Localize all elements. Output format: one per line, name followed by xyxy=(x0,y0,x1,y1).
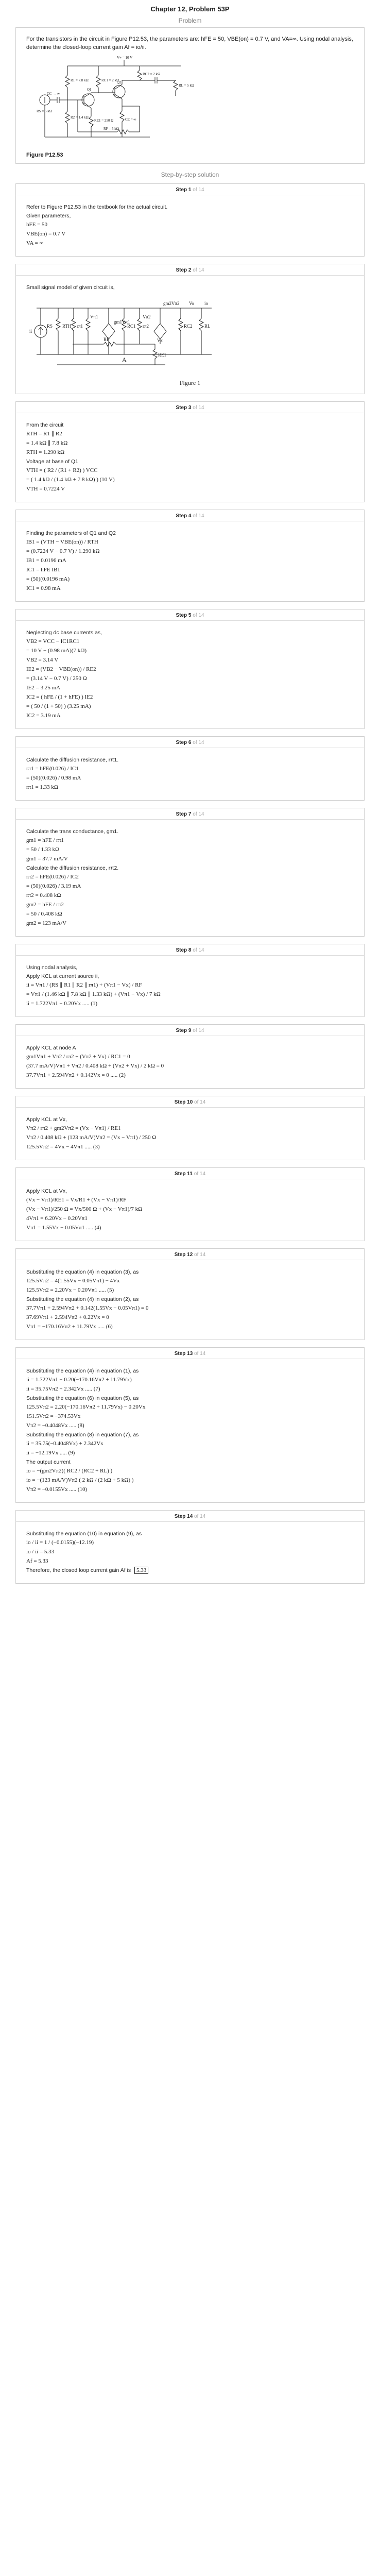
rpi1-label: rπ1 xyxy=(77,324,83,329)
step-header xyxy=(16,1511,364,1522)
rs-label: RS = 5 kΩ xyxy=(37,109,52,113)
step-header xyxy=(16,1096,364,1108)
step-count: of 14 xyxy=(193,267,204,273)
step-text-line xyxy=(26,1044,354,1052)
line-content: The output current xyxy=(26,1459,71,1465)
equation-line xyxy=(26,1143,354,1151)
line-content: = Vπ1 / (1.46 kΩ ∥ 7.8 kΩ ∥ 1.33 kΩ) + (Vπ1 − Vx) / 7 kΩ xyxy=(26,991,161,997)
equation-line xyxy=(26,476,354,484)
rl-label: RL xyxy=(204,324,211,329)
rs-label: RS xyxy=(47,324,53,329)
line-content: rπ2 = hFE(0.026) / IC2 xyxy=(26,874,79,880)
equation-line xyxy=(26,1286,354,1294)
step-count: of 14 xyxy=(194,1252,206,1258)
step-count: of 14 xyxy=(193,1028,204,1033)
line-content: IC2 = ( hFE / (1 + hFE) ) IE2 xyxy=(26,694,93,700)
step-title: Step 11 xyxy=(174,1171,193,1177)
line-content: Vπ1 = −170.16Vπ2 + 11.79Vx ..... (6) xyxy=(26,1324,113,1330)
equation-line xyxy=(26,1467,354,1475)
step-header xyxy=(16,944,364,956)
step-header xyxy=(16,737,364,748)
equation-line xyxy=(26,1224,354,1232)
line-content: rπ2 = 0.408 kΩ xyxy=(26,892,61,899)
step-body xyxy=(16,195,364,256)
line-content: Using nodal analysis, xyxy=(26,964,78,971)
step-count: of 14 xyxy=(193,405,204,411)
line-content: VB2 = VCC − IC1RC1 xyxy=(26,638,80,645)
line-content: VB2 = 3.14 V xyxy=(26,657,59,663)
equation-line xyxy=(26,538,354,546)
line-content: Finding the parameters of Q1 and Q2 xyxy=(26,530,116,536)
equation-line xyxy=(26,712,354,720)
equation-line xyxy=(26,575,354,583)
line-content: = (3.14 V − 0.7 V) / 250 Ω xyxy=(26,675,87,682)
line-content: Substituting the equation (6) in equation (5), as xyxy=(26,1395,139,1401)
figure-caption: Figure 1 xyxy=(179,379,201,386)
line-content: gm1Vπ1 + Vπ2 / rπ2 + (Vπ2 + Vx) / RC1 = 0 xyxy=(26,1054,130,1060)
equation-line xyxy=(26,883,354,890)
equation-line xyxy=(26,449,354,456)
line-content: Vπ2 / rπ2 + gm2Vπ2 = (Vx − Vπ1) / RE1 xyxy=(26,1125,121,1131)
step-body xyxy=(16,1359,364,1502)
line-content: IE2 = 3.25 mA xyxy=(26,685,61,691)
line-content: ii = 35.75Vπ2 + 2.342Vx ..... (7) xyxy=(26,1386,100,1392)
line-content: = ( 50 / (1 + 50) ) (3.25 mA) xyxy=(26,703,91,709)
step-text-line xyxy=(26,1268,354,1276)
step-text-line xyxy=(26,1530,354,1537)
equation-line xyxy=(26,1215,354,1223)
step-text-line xyxy=(26,458,354,465)
step-title: Step 8 xyxy=(176,947,192,953)
step-title: Step 5 xyxy=(176,613,192,618)
equation-line xyxy=(26,837,354,844)
rth-label: RTH xyxy=(62,324,72,329)
equation-line xyxy=(26,585,354,592)
equation-line xyxy=(26,1277,354,1285)
line-content: Voltage at base of Q1 xyxy=(26,459,78,465)
equation-line xyxy=(26,1486,354,1494)
step-text-line xyxy=(26,212,354,219)
step-header xyxy=(16,1025,364,1036)
step-title: Step 6 xyxy=(176,740,192,745)
equation-line xyxy=(26,485,354,493)
line-content: Substituting the equation (10) in equation (9), as xyxy=(26,1531,142,1537)
step-title: Step 4 xyxy=(176,513,192,519)
line-content: Given parameters, xyxy=(26,213,71,219)
rc1-label: RC1 xyxy=(127,324,136,329)
line-content: = ( 1.4 kΩ / (1.4 kΩ + 7.8 kΩ) ) (10 V) xyxy=(26,477,115,483)
equation-line xyxy=(26,638,354,646)
line-content: 37.7Vπ1 + 2.594Vπ2 + 0.142Vx = 0 ..... (2) xyxy=(26,1072,126,1078)
line-content: VTH = 0.7224 V xyxy=(26,486,65,492)
line-content: = (50)(0.0196 mA) xyxy=(26,576,70,582)
step-header xyxy=(16,402,364,413)
equation-line xyxy=(26,1196,354,1204)
vo-label: Vo xyxy=(189,301,194,306)
step-body xyxy=(16,276,364,394)
step-text-line xyxy=(26,828,354,835)
step-text-line xyxy=(26,1459,354,1466)
line-content: rπ1 = 1.33 kΩ xyxy=(26,784,59,790)
line-content: IE2 = (VB2 − VBE(on)) / RE2 xyxy=(26,666,96,672)
step-text-line xyxy=(26,629,354,636)
figure-label: Figure P12.53 xyxy=(26,152,63,158)
problem-figure xyxy=(26,55,354,149)
line-content: IB1 = (VTH − VBE(on)) / RTH xyxy=(26,539,98,545)
equation-line xyxy=(26,684,354,692)
line-content: Vπ2 / 0.408 kΩ + (123 mA/V)Vπ2 = (Vx − Vπ1) / 250 Ω xyxy=(26,1134,157,1141)
equation-line xyxy=(26,647,354,655)
r1-label: R1 = 7.8 kΩ xyxy=(71,78,89,82)
line-content: RTH = 1.290 kΩ xyxy=(26,449,65,455)
rc2-label: RC2 xyxy=(184,324,193,329)
vcc-label: V+ = 10 V xyxy=(117,56,133,60)
step-card xyxy=(15,401,365,502)
step-body xyxy=(16,1108,364,1160)
step-header xyxy=(16,1348,364,1359)
step-count: of 14 xyxy=(193,513,204,519)
step-text-line xyxy=(26,530,354,537)
step-count: of 14 xyxy=(193,740,204,745)
line-content: gm2 = 123 mA/V xyxy=(26,920,67,926)
line-content: = (50)(0.026) / 0.98 mA xyxy=(26,775,81,781)
equation-line xyxy=(26,1422,354,1430)
step-text-line xyxy=(26,1367,354,1375)
line-content: io = −(123 mA/V)Vπ2 ( 2 kΩ / (2 kΩ + 5 kΩ) ) xyxy=(26,1477,134,1483)
equation-line xyxy=(26,1440,354,1448)
equation-line xyxy=(26,991,354,998)
equation-line xyxy=(26,1557,354,1565)
step-title: Step 12 xyxy=(174,1252,193,1258)
step-header xyxy=(16,1168,364,1179)
rl-label: RL = 5 kΩ xyxy=(179,83,195,88)
step-title: Step 3 xyxy=(176,405,192,411)
rpi2-label: rπ2 xyxy=(143,324,149,329)
line-content: IC2 = 3.19 mA xyxy=(26,713,61,719)
line-content: Vπ1 = 1.55Vx − 0.05Vπ1 ..... (4) xyxy=(26,1225,101,1231)
step-card xyxy=(15,944,365,1017)
step-body xyxy=(16,748,364,800)
line-content: VTH = ( R2 / (R1 + R2) ) VCC xyxy=(26,467,98,473)
equation-line xyxy=(26,846,354,854)
line-content: From the circuit xyxy=(26,422,64,428)
equation-line xyxy=(26,1314,354,1321)
re1-label: RE1 xyxy=(158,352,167,358)
equation-line xyxy=(26,548,354,555)
equation-line xyxy=(26,1477,354,1484)
step-text-line xyxy=(26,1395,354,1402)
equation-line xyxy=(26,557,354,565)
step-body xyxy=(16,413,364,502)
step-card xyxy=(15,736,365,801)
step-title: Step 1 xyxy=(176,187,192,193)
equation-line xyxy=(26,439,354,447)
step-body xyxy=(16,820,364,936)
line-content: gm1 = 37.7 mA/V xyxy=(26,856,68,862)
step-text-line xyxy=(26,756,354,764)
equation-line xyxy=(26,1134,354,1142)
vx-label: Vx xyxy=(157,338,163,343)
step-card xyxy=(15,1510,365,1584)
equation-line xyxy=(26,1449,354,1457)
step-title: Step 10 xyxy=(174,1099,193,1105)
line-content: VBE(on) = 0.7 V xyxy=(26,231,66,237)
line-content: = 50 / 1.33 kΩ xyxy=(26,846,60,853)
rf-label: RF xyxy=(103,337,110,342)
line-content: Apply KCL at Vx, xyxy=(26,1188,67,1194)
equation-line xyxy=(26,1000,354,1008)
line-content: Vπ2 = −0.0155Vx ..... (10) xyxy=(26,1486,88,1493)
line-content: = 10 V − (0.98 mA)(7 kΩ) xyxy=(26,648,87,654)
equation-line xyxy=(26,765,354,773)
line-content: Apply KCL at current source ii, xyxy=(26,973,99,979)
solution-heading: Step-by-step solution xyxy=(161,171,219,178)
final-answer-box: 5.33 xyxy=(134,1567,148,1574)
line-content: 125.5Vπ2 = 2.20Vx − 0.20Vπ1 ..... (5) xyxy=(26,1287,114,1293)
step-count: of 14 xyxy=(193,187,204,193)
equation-line xyxy=(26,1053,354,1061)
step-count: of 14 xyxy=(193,947,204,953)
q2-label: Q2 xyxy=(117,80,122,84)
step-header xyxy=(16,808,364,820)
equation-line xyxy=(26,430,354,438)
re1-label: RE1 = 250 Ω xyxy=(94,118,114,123)
equation-line xyxy=(26,910,354,918)
line-content: Af = 5.33 xyxy=(26,1558,48,1564)
line-content: VA = ∞ xyxy=(26,240,44,246)
step-card xyxy=(15,1167,365,1241)
step-title: Step 2 xyxy=(176,267,192,273)
line-content: Vπ2 = −0.4048Vx ..... (8) xyxy=(26,1422,84,1429)
step-body xyxy=(16,521,364,601)
rf-label: RF = 5 kΩ xyxy=(103,127,119,131)
step-text-line xyxy=(26,421,354,429)
step-count: of 14 xyxy=(194,1351,206,1357)
equation-line xyxy=(26,703,354,710)
line-content: Apply KCL at Vx, xyxy=(26,1116,67,1123)
step-count: of 14 xyxy=(193,613,204,618)
line-content: Apply KCL at node A xyxy=(26,1045,76,1051)
gm1-label: gm1Vπ1 xyxy=(114,319,130,325)
cc-label: CC → ∞ xyxy=(47,92,60,96)
step-title: Step 7 xyxy=(176,811,192,817)
line-content: Calculate the trans conductance, gm1. xyxy=(26,828,119,835)
equation-line xyxy=(26,1304,354,1312)
equation-line xyxy=(26,1062,354,1070)
line-content: 37.7Vπ1 + 2.594Vπ2 + 0.142(1.55Vx − 0.05Vπ1) = 0 xyxy=(26,1305,149,1311)
step-card xyxy=(15,183,365,257)
equation-line xyxy=(26,1413,354,1420)
equation-line xyxy=(26,1539,354,1547)
line-content: Small signal model of given circuit is, xyxy=(26,284,115,291)
line-content: Refer to Figure P12.53 in the textbook for the actual circuit. xyxy=(26,204,168,210)
line-content: 125.5Vπ2 = 4Vx − 4Vπ1 ..... (3) xyxy=(26,1144,100,1150)
line-content: gm2 = hFE / rπ2 xyxy=(26,902,64,908)
equation-line xyxy=(134,1567,354,1574)
line-content: io / ii = 5.33 xyxy=(26,1549,55,1555)
line-content: Substituting the equation (8) in equation (7), as xyxy=(26,1432,139,1438)
equation-line xyxy=(26,920,354,927)
equation-line xyxy=(26,221,354,229)
equation-line xyxy=(26,666,354,673)
step-text-line xyxy=(26,1296,354,1303)
step-body xyxy=(16,1036,364,1088)
step-text-line xyxy=(26,964,354,971)
step-card xyxy=(15,1096,365,1160)
step-count: of 14 xyxy=(194,1171,206,1177)
line-content: IB1 = 0.0196 mA xyxy=(26,557,66,564)
line-content: Therefore, the closed loop current gain Af is xyxy=(26,1567,131,1573)
step-count: of 14 xyxy=(193,811,204,817)
line-content: gm1 = hFE / rπ1 xyxy=(26,837,64,843)
line-content: = 1.4 kΩ ∥ 7.8 kΩ xyxy=(26,440,68,446)
line-content: Substituting the equation (4) in equation (1), as xyxy=(26,1368,139,1374)
rc1-label: RC1 = 2 kΩ xyxy=(101,78,119,82)
line-content: RTH = R1 ∥ R2 xyxy=(26,431,62,437)
line-content: ii = −12.19Vx ..... (9) xyxy=(26,1450,75,1456)
step-body xyxy=(16,1522,364,1583)
equation-line xyxy=(26,981,354,989)
line-content: IC1 = 0.98 mA xyxy=(26,585,61,591)
step-title: Step 13 xyxy=(174,1351,193,1357)
step-text-line xyxy=(26,865,354,872)
equation-line xyxy=(26,240,354,247)
step-text-line xyxy=(26,1431,354,1438)
step-text-line xyxy=(26,1188,354,1195)
line-content: = 50 / 0.408 kΩ xyxy=(26,911,62,917)
q1-label: Q1 xyxy=(87,88,92,92)
step-body xyxy=(16,1179,364,1241)
line-content: ii = Vπ1 / (RS ∥ R1 ∥ R2 ∥ rπ1) + (Vπ1 − Vx) / RF xyxy=(26,982,142,988)
step-header xyxy=(16,1249,364,1260)
steps-list xyxy=(15,183,365,1584)
line-content: 125.5Vπ2 = 4(1.55Vx − 0.05Vπ1) − 4Vx xyxy=(26,1278,120,1284)
line-content: 37.69Vπ1 + 2.594Vπ2 + 0.22Vx = 0 xyxy=(26,1314,109,1320)
equation-line xyxy=(26,1403,354,1411)
step-title: Step 14 xyxy=(174,1514,193,1519)
step-card xyxy=(15,510,365,602)
line-content: rπ1 = hFE(0.026) / IC1 xyxy=(26,766,79,772)
equation-line xyxy=(26,1125,354,1132)
equation-line xyxy=(26,774,354,782)
step-count: of 14 xyxy=(194,1514,206,1519)
line-content: (37.7 mA/V)Vπ1 + Vπ2 / 0.408 kΩ + (Vπ2 + Vx) / 2 kΩ = 0 xyxy=(26,1063,164,1069)
io-label: io xyxy=(204,301,209,306)
problem-text: For the transistors in the circuit in Figure P12.53, the parameters are: hFE = 50, VBE(on) = 0.7 V, and VA=∞. Using nodal analysis, determine the closed-loop current gain Af = io/ii. xyxy=(26,36,353,50)
chapter-title: Chapter 12, Problem 53P xyxy=(150,5,230,13)
line-content: IC1 = hFE IB1 xyxy=(26,567,60,573)
problem-circuit-diagram xyxy=(26,55,243,147)
step-header xyxy=(16,264,364,276)
line-content: ii = 35.75(−0.4048Vx) + 2.342Vx xyxy=(26,1440,103,1447)
node-a-label: A xyxy=(122,356,127,363)
equation-line xyxy=(26,1072,354,1079)
line-content: 151.5Vπ2 = −374.53Vx xyxy=(26,1413,81,1419)
step-body xyxy=(16,1260,364,1340)
equation-line xyxy=(26,693,354,701)
equation-line xyxy=(26,892,354,900)
equation-line xyxy=(26,855,354,863)
equation-line xyxy=(26,230,354,238)
equation-line xyxy=(26,1548,354,1556)
step-text-line xyxy=(26,1116,354,1123)
gm2-label: gm2Vπ2 xyxy=(163,301,180,306)
line-content: io = −(gm2Vπ2)( RC2 / (RC2 + RL) ) xyxy=(26,1468,113,1474)
equation-line xyxy=(26,873,354,881)
line-content: (Vx − Vπ1)/250 Ω = Vx/500 Ω + (Vx − Vπ1)/7 kΩ xyxy=(26,1206,143,1212)
line-content: Substituting the equation (4) in equation (3), as xyxy=(26,1269,139,1275)
step-card xyxy=(15,1248,365,1340)
ce-label: CE = ∞ xyxy=(125,117,136,122)
vpi2-label: Vπ2 xyxy=(143,314,151,319)
step-text-line xyxy=(26,973,354,980)
step-card xyxy=(15,264,365,394)
line-content: Substituting the equation (4) in equation (2), as xyxy=(26,1296,139,1302)
line-content: io / ii = 1 / (−0.0155)(−12.19) xyxy=(26,1539,94,1546)
equation-line xyxy=(26,1376,354,1384)
step-body xyxy=(16,956,364,1016)
equation-line xyxy=(26,1385,354,1393)
equation-line xyxy=(26,901,354,909)
small-signal-model-diagram xyxy=(26,293,253,375)
line-content: (Vx − Vπ1)/RE1 = Vx/R1 + (Vx − Vπ1)/RF xyxy=(26,1197,127,1203)
equation-line xyxy=(26,784,354,791)
step-header xyxy=(16,184,364,195)
line-content: = (0.7224 V − 0.7 V) / 1.290 kΩ xyxy=(26,548,100,554)
problem-card xyxy=(15,27,365,164)
step-card xyxy=(15,1024,365,1089)
line-content: = (50)(0.026) / 3.19 mA xyxy=(26,883,81,889)
line-content: hFE = 50 xyxy=(26,222,48,228)
step-title: Step 9 xyxy=(176,1028,192,1033)
step-card xyxy=(15,609,365,729)
equation-line xyxy=(26,1206,354,1213)
line-content: ii = 1.722Vπ1 − 0.20(−170.16Vπ2 + 11.79Vx) xyxy=(26,1377,132,1383)
step-body xyxy=(16,621,364,728)
vpi1-label: Vπ1 xyxy=(90,314,98,319)
step-card xyxy=(15,1347,365,1503)
line-content: Neglecting dc base currents as, xyxy=(26,630,102,636)
ii-label: ii xyxy=(29,329,32,334)
equation-line xyxy=(26,467,354,474)
step-header xyxy=(16,609,364,621)
problem-label: Problem xyxy=(178,17,202,24)
step-count: of 14 xyxy=(194,1099,206,1105)
equation-line xyxy=(26,656,354,664)
step-card xyxy=(15,808,365,937)
rc2-label: RC2 = 2 kΩ xyxy=(143,72,161,76)
line-content: ii = 1.722Vπ1 − 0.20Vx ..... (1) xyxy=(26,1001,98,1007)
equation-line xyxy=(26,566,354,574)
line-content: 4Vπ1 = 6.20Vx − 0.20Vπ1 xyxy=(26,1215,88,1222)
equation-line xyxy=(26,675,354,683)
line-content: 125.5Vπ2 = 2.20(−170.16Vπ2 + 11.79Vx) − 0.20Vx xyxy=(26,1404,146,1410)
step-text-line xyxy=(26,284,354,291)
r2-label: R2 = 1.4 kΩ xyxy=(71,115,89,120)
equation-line xyxy=(26,1323,354,1331)
line-content: Calculate the diffusion resistance, rπ1. xyxy=(26,757,119,763)
line-content: Calculate the diffusion resistance, rπ2. xyxy=(26,865,119,871)
step-header xyxy=(16,510,364,521)
step-text-line xyxy=(26,204,354,211)
